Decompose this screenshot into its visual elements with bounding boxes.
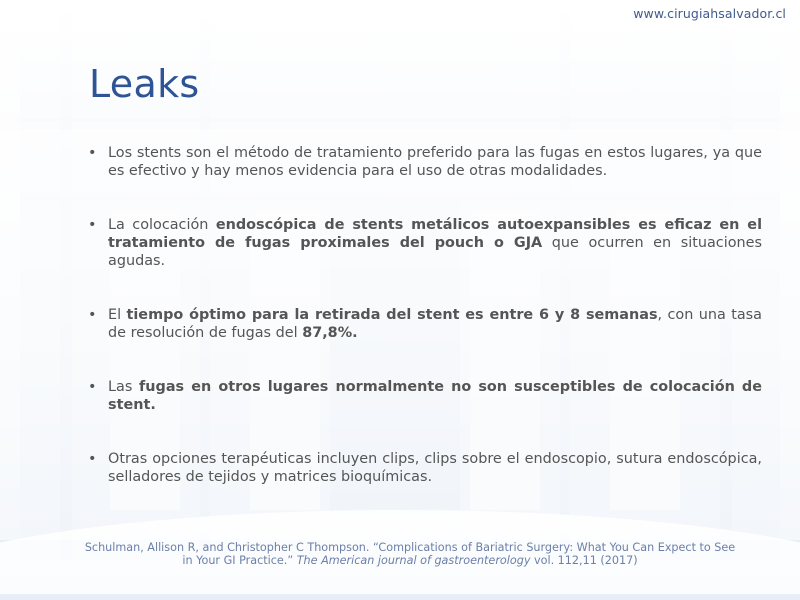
bullet-text bbox=[108, 451, 762, 485]
bullet-text-run: Otras opciones terapéuticas incluyen clips, clips sobre el endoscopio, sutura endoscópica, selladores de tejidos y matrices bioquímicas. bbox=[108, 451, 762, 485]
bullet-dot: • bbox=[88, 451, 97, 467]
bottom-band bbox=[0, 594, 800, 600]
bullet-item bbox=[88, 216, 762, 270]
bullet-text-run: , con una tasa de resolución de fugas del bbox=[108, 307, 762, 341]
bullet-text bbox=[108, 145, 762, 179]
bullet-item bbox=[88, 450, 762, 486]
citation-authors-title: Schulman, Allison R, and Christopher C Thompson. “Complications of Bariatric Surgery: What You Can Expect to See in Your GI Practice.” bbox=[84, 541, 736, 567]
bullet-item bbox=[88, 144, 762, 180]
bullet-text-run: El bbox=[108, 307, 127, 323]
bullet-text-run: Las bbox=[108, 379, 140, 395]
citation-volume: vol. 112,11 (2017) bbox=[530, 554, 638, 567]
bullet-text-bold: endoscópica de stents metálicos autoexpansibles es eficaz en el tratamiento de fugas proximales del pouch o GJA bbox=[108, 217, 762, 251]
bullet-item bbox=[88, 306, 762, 342]
bullet-text bbox=[108, 379, 762, 413]
citation bbox=[80, 541, 740, 567]
bullet-text-run: Los stents son el método de tratamiento preferido para las fugas en estos lugares, ya que es efectivo y hay menos evidencia para el uso de otras modalidades. bbox=[108, 145, 762, 179]
bullet-dot: • bbox=[88, 307, 97, 323]
bullet-text bbox=[108, 307, 762, 341]
bullet-text-bold: fugas en otros lugares normalmente no son susceptibles de colocación de stent. bbox=[108, 379, 762, 413]
citation-journal: The American journal of gastroenterology bbox=[296, 554, 531, 567]
bullet-text-run: La colocación bbox=[108, 217, 216, 233]
bullet-text-run: que ocurren en situaciones agudas. bbox=[108, 235, 762, 269]
website-url[interactable]: www.cirugiahsalvador.cl bbox=[633, 6, 786, 21]
bullet-item bbox=[88, 378, 762, 414]
bullet-text bbox=[108, 217, 762, 269]
bullet-list bbox=[88, 144, 762, 486]
bullet-dot: • bbox=[88, 217, 97, 233]
slide-title: Leaks bbox=[89, 62, 200, 106]
bullet-text-bold: 87,8%. bbox=[302, 325, 358, 341]
bullet-dot: • bbox=[88, 145, 97, 161]
bullet-text-bold: tiempo óptimo para la retirada del stent es entre 6 y 8 semanas bbox=[126, 307, 658, 323]
bullet-dot: • bbox=[88, 379, 97, 395]
